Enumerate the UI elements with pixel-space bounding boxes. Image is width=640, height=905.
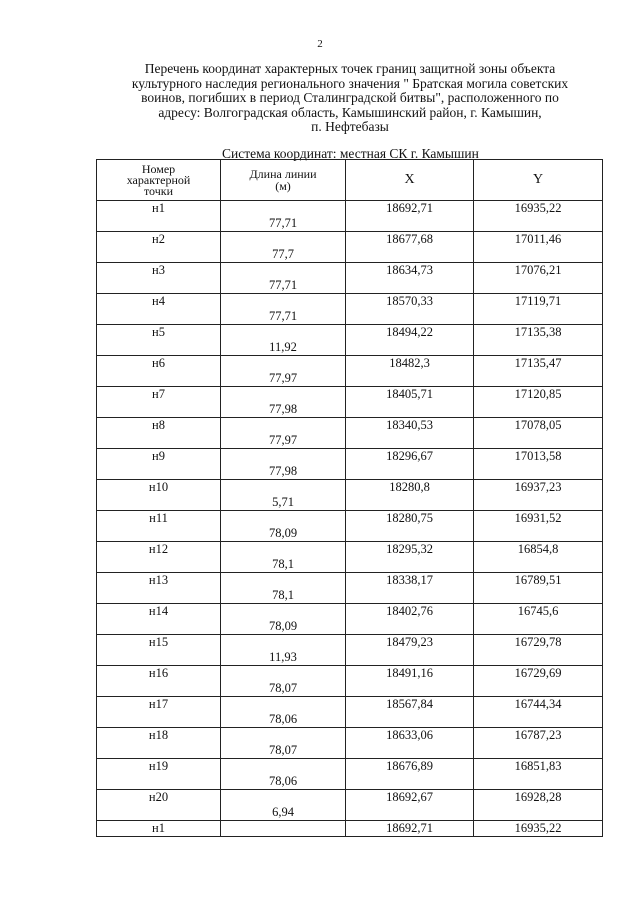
- length-cell-spacer: [221, 232, 346, 248]
- x-coordinate-cell-blank: [346, 402, 474, 418]
- header-point-number: Номер характерной точки: [97, 160, 221, 201]
- y-coordinate-cell: 16935,22: [474, 201, 603, 217]
- length-cell-spacer: [221, 790, 346, 806]
- table-row: [97, 573, 603, 589]
- length-cell-spacer: [221, 511, 346, 527]
- x-coordinate-cell-blank: [346, 309, 474, 325]
- length-cell-spacer: [221, 697, 346, 713]
- line-length-cell: 78,06: [221, 712, 346, 728]
- point-number-cell: н13: [97, 573, 221, 589]
- line-length-row: [97, 743, 603, 759]
- table-row: [97, 232, 603, 248]
- length-cell-spacer: [221, 325, 346, 341]
- y-coordinate-cell: 16744,34: [474, 697, 603, 713]
- y-coordinate-cell-blank: [474, 433, 603, 449]
- y-coordinate-cell-blank: [474, 309, 603, 325]
- point-number-cell-blank: [97, 774, 221, 790]
- point-number-cell: н16: [97, 666, 221, 682]
- point-number-cell-blank: [97, 650, 221, 666]
- y-coordinate-cell-blank: [474, 557, 603, 573]
- header-line-length: Длина линии (м): [221, 160, 346, 201]
- y-coordinate-cell: 17011,46: [474, 232, 603, 248]
- x-coordinate-cell-blank: [346, 278, 474, 294]
- table-row: [97, 697, 603, 713]
- table-row: [97, 635, 603, 651]
- point-number-cell: н20: [97, 790, 221, 806]
- line-length-cell: 77,71: [221, 216, 346, 232]
- line-length-row: [97, 216, 603, 232]
- x-coordinate-cell-blank: [346, 588, 474, 604]
- table-row: [97, 604, 603, 620]
- y-coordinate-cell: 16729,78: [474, 635, 603, 651]
- line-length-row: [97, 619, 603, 635]
- point-number-cell-blank: [97, 278, 221, 294]
- line-length-cell: 77,97: [221, 433, 346, 449]
- point-number-cell: н15: [97, 635, 221, 651]
- x-coordinate-cell: 18692,71: [346, 201, 474, 217]
- line-length-row: [97, 247, 603, 263]
- table-row: [97, 790, 603, 806]
- y-coordinate-cell-blank: [474, 340, 603, 356]
- table-row: [97, 759, 603, 775]
- length-cell-spacer: [221, 542, 346, 558]
- point-number-cell: н8: [97, 418, 221, 434]
- point-number-cell-blank: [97, 216, 221, 232]
- line-length-cell: 78,09: [221, 526, 346, 542]
- x-coordinate-cell-blank: [346, 371, 474, 387]
- x-coordinate-cell: 18340,53: [346, 418, 474, 434]
- table-row: [97, 387, 603, 403]
- y-coordinate-cell-blank: [474, 371, 603, 387]
- x-coordinate-cell-blank: [346, 805, 474, 821]
- table-row: [97, 356, 603, 372]
- line-length-cell: 77,97: [221, 371, 346, 387]
- point-number-cell-blank: [97, 247, 221, 263]
- length-cell-spacer: [221, 449, 346, 465]
- heading-line: культурного наследия регионального значения " Братская могила советских: [131, 75, 569, 91]
- line-length-row: [97, 526, 603, 542]
- point-number-cell-blank: [97, 402, 221, 418]
- line-length-cell: 11,92: [221, 340, 346, 356]
- line-length-cell: 77,98: [221, 464, 346, 480]
- line-length-cell: 78,07: [221, 681, 346, 697]
- x-coordinate-cell: 18677,68: [346, 232, 474, 248]
- line-length-cell: 5,71: [221, 495, 346, 511]
- point-number-cell: н1: [97, 201, 221, 217]
- point-number-cell-blank: [97, 309, 221, 325]
- x-coordinate-cell: 18570,33: [346, 294, 474, 310]
- x-coordinate-cell-blank: [346, 619, 474, 635]
- y-coordinate-cell-blank: [474, 526, 603, 542]
- y-coordinate-cell-blank: [474, 464, 603, 480]
- y-coordinate-cell-blank: [474, 588, 603, 604]
- line-length-cell: 78,06: [221, 774, 346, 790]
- point-number-cell-blank: [97, 340, 221, 356]
- y-coordinate-cell: 17135,38: [474, 325, 603, 341]
- x-coordinate-cell-blank: [346, 681, 474, 697]
- y-coordinate-cell: 17013,58: [474, 449, 603, 465]
- length-cell-spacer: [221, 480, 346, 496]
- point-number-cell: н4: [97, 294, 221, 310]
- line-length-row: [97, 588, 603, 604]
- x-coordinate-cell: 18494,22: [346, 325, 474, 341]
- x-coordinate-cell: 18567,84: [346, 697, 474, 713]
- x-coordinate-cell: 18280,75: [346, 511, 474, 527]
- length-cell-spacer: [221, 356, 346, 372]
- x-coordinate-cell-blank: [346, 526, 474, 542]
- y-coordinate-cell: 16937,23: [474, 480, 603, 496]
- y-coordinate-cell: 17135,47: [474, 356, 603, 372]
- heading-line: адресу: Волгоградская область, Камышинский район, г. Камышин,: [158, 104, 542, 120]
- line-length-cell: 77,71: [221, 309, 346, 325]
- point-number-cell: н3: [97, 263, 221, 279]
- y-coordinate-cell: 17076,21: [474, 263, 603, 279]
- x-coordinate-cell: 18482,3: [346, 356, 474, 372]
- y-coordinate-cell: 16787,23: [474, 728, 603, 744]
- line-length-row: [97, 774, 603, 790]
- y-coordinate-cell: 16928,28: [474, 790, 603, 806]
- length-cell-spacer: [221, 201, 346, 217]
- x-coordinate-cell: 18634,73: [346, 263, 474, 279]
- length-cell-spacer: [221, 418, 346, 434]
- y-coordinate-cell-blank: [474, 495, 603, 511]
- x-coordinate-cell: 18338,17: [346, 573, 474, 589]
- table-row: [97, 294, 603, 310]
- line-length-cell: 11,93: [221, 650, 346, 666]
- y-coordinate-cell: 16745,6: [474, 604, 603, 620]
- heading-line: Перечень координат характерных точек границ защитной зоны объекта: [144, 61, 556, 76]
- length-cell-spacer: [221, 666, 346, 682]
- point-number-cell-blank: [97, 681, 221, 697]
- line-length-row: [97, 433, 603, 449]
- y-coordinate-cell-blank: [474, 774, 603, 790]
- x-coordinate-cell-blank: [346, 433, 474, 449]
- line-length-row: [97, 681, 603, 697]
- y-coordinate-cell-blank: [474, 805, 603, 821]
- coordinate-system-caption: Система координат: местная СК г. Камышин: [222, 146, 479, 161]
- document-heading: [100, 62, 600, 135]
- x-coordinate-cell: 18633,06: [346, 728, 474, 744]
- point-number-cell-blank: [97, 495, 221, 511]
- line-length-row: [97, 650, 603, 666]
- table-row: [97, 511, 603, 527]
- y-coordinate-cell-blank: [474, 247, 603, 263]
- point-number-cell: н2: [97, 232, 221, 248]
- table-row: [97, 325, 603, 341]
- line-length-cell: 77,71: [221, 278, 346, 294]
- x-coordinate-cell-blank: [346, 247, 474, 263]
- y-coordinate-cell: 17120,85: [474, 387, 603, 403]
- x-coordinate-cell-blank: [346, 774, 474, 790]
- x-coordinate-cell: 18296,67: [346, 449, 474, 465]
- x-coordinate-cell-blank: [346, 495, 474, 511]
- x-coordinate-cell: 18692,67: [346, 790, 474, 806]
- table-row: [97, 728, 603, 744]
- point-number-cell: н14: [97, 604, 221, 620]
- point-number-cell: н19: [97, 759, 221, 775]
- length-cell-spacer: [221, 387, 346, 403]
- y-coordinate-cell-blank: [474, 650, 603, 666]
- line-length-cell: 77,7: [221, 247, 346, 263]
- length-cell-spacer: [221, 294, 346, 310]
- point-number-cell: н10: [97, 480, 221, 496]
- table-row: [97, 542, 603, 558]
- y-coordinate-cell-blank: [474, 216, 603, 232]
- line-length-row: [97, 340, 603, 356]
- y-coordinate-cell: 16854,8: [474, 542, 603, 558]
- point-number-cell: н7: [97, 387, 221, 403]
- line-length-row: [97, 371, 603, 387]
- header-y: Y: [474, 160, 603, 201]
- x-coordinate-cell-blank: [346, 743, 474, 759]
- table-row: [97, 418, 603, 434]
- header-x: X: [346, 160, 474, 201]
- point-number-cell: н12: [97, 542, 221, 558]
- line-length-cell: 6,94: [221, 805, 346, 821]
- line-length-row: [97, 464, 603, 480]
- point-number-cell: н11: [97, 511, 221, 527]
- heading-line: воинов, погибших в период Сталинградской битвы", расположенного по: [141, 90, 559, 105]
- y-coordinate-cell-blank: [474, 712, 603, 728]
- y-coordinate-cell: 17078,05: [474, 418, 603, 434]
- x-coordinate-cell: 18280,8: [346, 480, 474, 496]
- length-cell-spacer: [221, 728, 346, 744]
- length-cell-spacer: [221, 635, 346, 651]
- point-number-cell-blank: [97, 557, 221, 573]
- x-coordinate-cell-blank: [346, 216, 474, 232]
- length-cell-spacer: [221, 604, 346, 620]
- y-coordinate-cell: 17119,71: [474, 294, 603, 310]
- coordinates-table-body: [97, 201, 603, 837]
- table-header-row: [97, 160, 603, 201]
- line-length-cell: 78,1: [221, 557, 346, 573]
- y-coordinate-cell: 16729,69: [474, 666, 603, 682]
- y-coordinate-cell: 16935,22: [474, 821, 603, 837]
- line-length-cell: 77,98: [221, 402, 346, 418]
- x-coordinate-cell-blank: [346, 557, 474, 573]
- y-coordinate-cell-blank: [474, 681, 603, 697]
- length-cell-spacer: [221, 821, 346, 837]
- x-coordinate-cell: 18402,76: [346, 604, 474, 620]
- x-coordinate-cell: 18405,71: [346, 387, 474, 403]
- line-length-row: [97, 712, 603, 728]
- line-length-row: [97, 278, 603, 294]
- y-coordinate-cell: 16851,83: [474, 759, 603, 775]
- point-number-cell: н17: [97, 697, 221, 713]
- line-length-row: [97, 402, 603, 418]
- table-row: [97, 263, 603, 279]
- point-number-cell-blank: [97, 464, 221, 480]
- point-number-cell-blank: [97, 588, 221, 604]
- line-length-cell: 78,09: [221, 619, 346, 635]
- x-coordinate-cell-blank: [346, 340, 474, 356]
- length-cell-spacer: [221, 759, 346, 775]
- table-row: [97, 480, 603, 496]
- page-number: 2: [317, 38, 323, 50]
- y-coordinate-cell: 16789,51: [474, 573, 603, 589]
- y-coordinate-cell-blank: [474, 402, 603, 418]
- x-coordinate-cell: 18479,23: [346, 635, 474, 651]
- y-coordinate-cell: 16931,52: [474, 511, 603, 527]
- x-coordinate-cell: 18676,89: [346, 759, 474, 775]
- point-number-cell-blank: [97, 743, 221, 759]
- table-row: [97, 449, 603, 465]
- x-coordinate-cell-blank: [346, 712, 474, 728]
- y-coordinate-cell-blank: [474, 619, 603, 635]
- line-length-cell: 78,07: [221, 743, 346, 759]
- point-number-cell-blank: [97, 805, 221, 821]
- heading-line: п. Нефтебазы: [311, 119, 389, 134]
- point-number-cell-blank: [97, 619, 221, 635]
- x-coordinate-cell-blank: [346, 650, 474, 666]
- table-row: [97, 821, 603, 837]
- line-length-row: [97, 495, 603, 511]
- point-number-cell: н9: [97, 449, 221, 465]
- point-number-cell: н6: [97, 356, 221, 372]
- point-number-cell-blank: [97, 526, 221, 542]
- line-length-cell: 78,1: [221, 588, 346, 604]
- y-coordinate-cell-blank: [474, 278, 603, 294]
- point-number-cell: н1: [97, 821, 221, 837]
- y-coordinate-cell-blank: [474, 743, 603, 759]
- x-coordinate-cell: 18295,32: [346, 542, 474, 558]
- x-coordinate-cell-blank: [346, 464, 474, 480]
- point-number-cell-blank: [97, 712, 221, 728]
- x-coordinate-cell: 18491,16: [346, 666, 474, 682]
- point-number-cell-blank: [97, 433, 221, 449]
- point-number-cell: н18: [97, 728, 221, 744]
- line-length-row: [97, 805, 603, 821]
- point-number-cell: н5: [97, 325, 221, 341]
- line-length-row: [97, 309, 603, 325]
- table-row: [97, 666, 603, 682]
- length-cell-spacer: [221, 263, 346, 279]
- x-coordinate-cell: 18692,71: [346, 821, 474, 837]
- table-row: [97, 201, 603, 217]
- coordinates-table: [96, 159, 603, 837]
- length-cell-spacer: [221, 573, 346, 589]
- line-length-row: [97, 557, 603, 573]
- point-number-cell-blank: [97, 371, 221, 387]
